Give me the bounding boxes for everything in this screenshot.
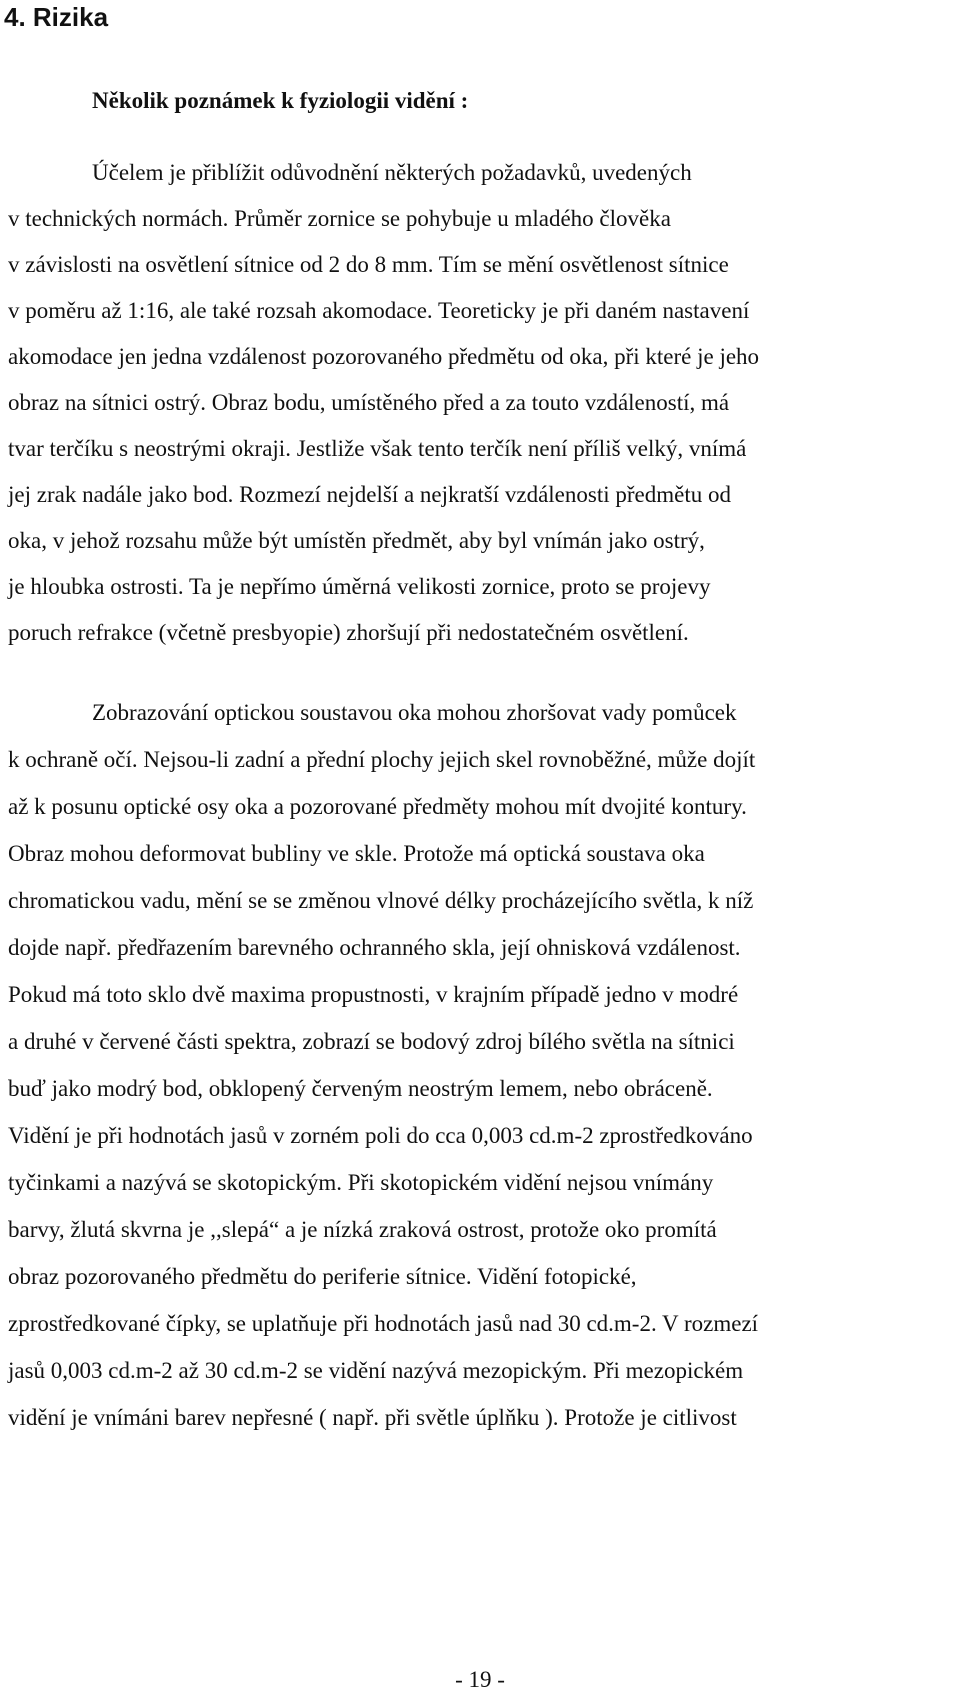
text-line: poruch refrakce (včetně presbyopie) zhoršují při nedostatečném osvětlení.: [8, 620, 689, 645]
text-line: buď jako modrý bod, obklopený červeným neostrým lemem, nebo obráceně.: [8, 1076, 713, 1101]
text-line: a druhé v červené části spektra, zobrazí se bodový zdroj bílého světla na sítnici: [8, 1029, 735, 1054]
text-line: Obraz mohou deformovat bubliny ve skle. Protože má optická soustava oka: [8, 841, 705, 866]
text-line: Vidění je při hodnotách jasů v zorném poli do cca 0,003 cd.m-2 zprostředkováno: [8, 1123, 753, 1148]
text-line: akomodace jen jedna vzdálenost pozorovaného předmětu od oka, při které je jeho: [8, 344, 760, 369]
text-line: dojde např. předřazením barevného ochranného skla, její ohnisková vzdálenost.: [8, 935, 741, 960]
text-line: chromatickou vadu, mění se se změnou vlnové délky procházejícího světla, k níž: [8, 888, 754, 913]
text-line: jasů 0,003 cd.m-2 až 30 cd.m-2 se vidění nazývá mezopickým. Při mezopickém: [8, 1358, 744, 1383]
text-line: tvar terčíku s neostrými okraji. Jestliže však tento terčík není příliš velký, vnímá: [8, 436, 747, 461]
text-line: až k posunu optické osy oka a pozorované předměty mohou mít dvojité kontury.: [8, 794, 747, 819]
text-line: v technických normách. Průměr zornice se pohybuje u mladého člověka: [8, 206, 671, 231]
text-line: vidění je vnímáni barev nepřesné ( např. při světle úplňku ). Protože je citlivost: [8, 1405, 737, 1430]
text-line: obraz na sítnici ostrý. Obraz bodu, umístěného před a za touto vzdáleností, má: [8, 390, 730, 415]
page-number: - 19 -: [455, 1667, 505, 1692]
text-line: k ochraně očí. Nejsou-li zadní a přední plochy jejich skel rovnoběžné, může dojít: [8, 747, 756, 772]
text-line: zprostředkované čípky, se uplatňuje při hodnotách jasů nad 30 cd.m-2. V rozmezí: [8, 1311, 759, 1336]
text-line: tyčinkami a nazývá se skotopickým. Při skotopickém vidění nejsou vnímány: [8, 1170, 714, 1195]
subsection-heading: Několik poznámek k fyziologii vidění :: [92, 88, 469, 113]
text-line: barvy, žlutá skvrna je ,,slepá“ a je nízká zraková ostrost, protože oko promítá: [8, 1217, 717, 1242]
text-line: obraz pozorovaného předmětu do periferie sítnice. Vidění fotopické,: [8, 1264, 637, 1289]
text-line: Pokud má toto sklo dvě maxima propustnosti, v krajním případě jedno v modré: [8, 982, 739, 1007]
text-line: oka, v jehož rozsahu může být umístěn předmět, aby byl vnímán jako ostrý,: [8, 528, 705, 553]
text-line: Zobrazování optickou soustavou oka mohou zhoršovat vady pomůcek: [92, 700, 737, 725]
text-line: jej zrak nadále jako bod. Rozmezí nejdelší a nejkratší vzdálenosti předmětu od: [8, 482, 731, 507]
section-heading: 4. Rizika: [4, 2, 109, 32]
text-line: je hloubka ostrosti. Ta je nepřímo úměrná velikosti zornice, proto se projevy: [8, 574, 711, 599]
text-line: v poměru až 1:16, ale také rozsah akomodace. Teoreticky je při daném nastavení: [8, 298, 750, 323]
text-line: v závislosti na osvětlení sítnice od 2 do 8 mm. Tím se mění osvětlenost sítnice: [8, 252, 729, 277]
text-line: Účelem je přiblížit odůvodnění některých požadavků, uvedených: [92, 160, 692, 185]
